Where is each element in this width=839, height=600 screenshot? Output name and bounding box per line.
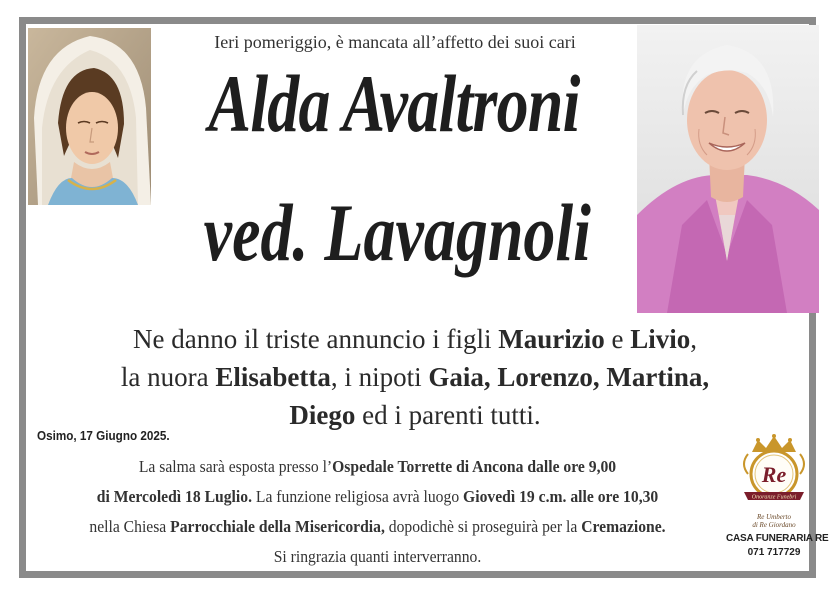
details-text: La salma sarà esposta presso l’ <box>138 457 333 476</box>
daughter-in-law-name: Elisabetta <box>215 362 331 392</box>
logo-subtitle-2: di Re Giordano <box>752 521 796 529</box>
deceased-name: Alda Avaltroni <box>208 58 580 149</box>
funeral-home-logo <box>726 434 829 564</box>
details-line-3 <box>58 512 697 542</box>
announce-text: e <box>604 324 631 354</box>
announce-text: , i nipoti <box>330 362 429 392</box>
announcement <box>40 320 790 434</box>
details-text: dopodichè si proseguirà per la <box>384 517 582 536</box>
logo-ribbon-text: Onoranze Funebri <box>751 494 797 501</box>
deceased-portrait <box>637 25 819 313</box>
cremation: Cremazione. <box>581 517 666 536</box>
church-name: Parrocchiale della Misericordia, <box>170 517 385 536</box>
deceased-married-name: ved. Lavagnoli <box>203 187 591 278</box>
details-text: nella Chiesa <box>89 517 171 536</box>
announce-text: Ne danno il triste annuncio i figli <box>133 324 499 354</box>
announce-text: , <box>690 324 697 354</box>
funeral-details <box>30 452 725 572</box>
details-line-1 <box>58 452 697 482</box>
details-text: La funzione religiosa avrà luogo <box>251 487 464 506</box>
funeral-home-phone: 071 717729 <box>747 547 801 558</box>
viewing-date: di Mercoledì 18 Luglio. <box>96 487 252 506</box>
logo-subtitle-1: Re Umberto <box>756 513 792 521</box>
details-line-2 <box>58 482 697 512</box>
intro-text: Ieri pomeriggio, è mancata all’affetto dei suoi cari <box>214 32 576 52</box>
grandchildren-names: Gaia, Lorenzo, Martina, <box>428 362 710 392</box>
logo-monogram: Re <box>761 462 787 487</box>
details-line-4: Si ringrazia quanti interverranno. <box>273 547 482 566</box>
funeral-home-name: CASA FUNERARIA RE <box>726 533 829 544</box>
service-date: Giovedì 19 c.m. alle ore 10,30 <box>463 487 659 506</box>
grandchild-name-last: Diego <box>289 400 356 430</box>
announce-text: la nuora <box>120 362 216 392</box>
madonna-image <box>28 28 151 205</box>
crown-monogram-icon <box>726 434 822 508</box>
dateline: Osimo, 17 Giugno 2025. <box>37 428 170 443</box>
announce-text: ed i parenti tutti. <box>355 400 541 430</box>
viewing-location: Ospedale Torrette di Ancona dalle ore 9,00 <box>332 457 617 476</box>
son-name-1: Maurizio <box>498 324 605 354</box>
son-name-2: Livio <box>630 324 691 354</box>
